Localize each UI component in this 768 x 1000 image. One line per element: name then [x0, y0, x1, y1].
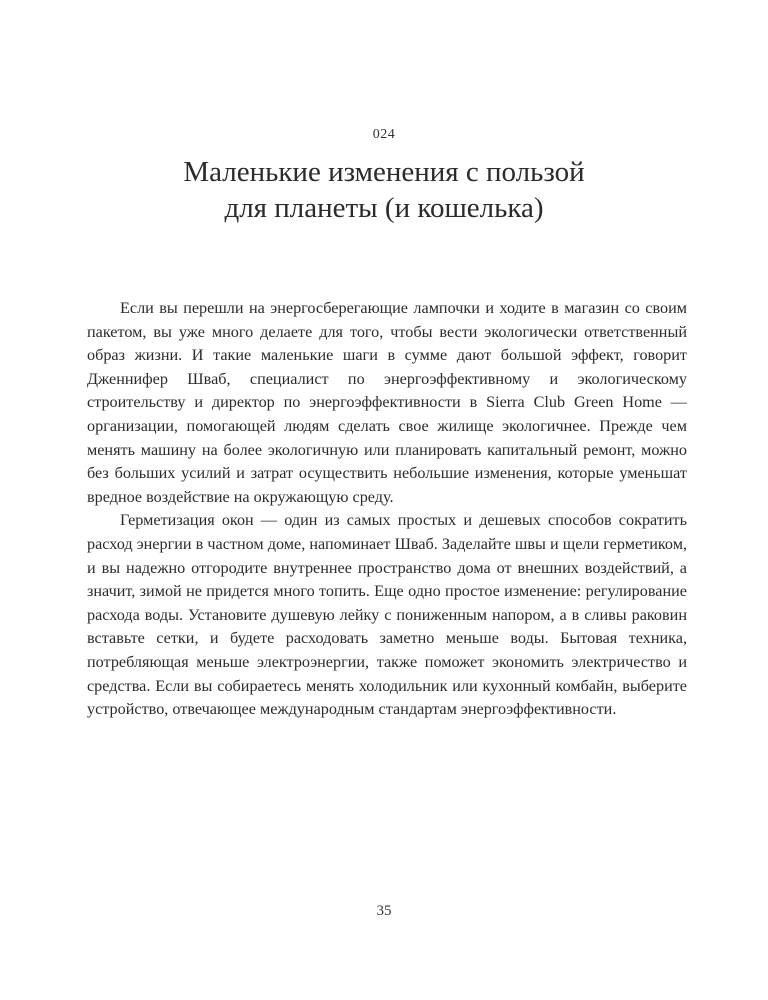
- chapter-title-line-2: для планеты (и кошелька): [224, 192, 544, 224]
- paragraph-2: Герметизация окон — один из самых простых и дешевых способов сократить расход энергии в частном доме, напоминает Шваб. Заделайте швы и щели герметиком, и вы надежно отгородите внутреннее пространство дома от внешних воздействий, а значит, зимой не придется много топить. Еще одно простое изменение: регулирование расхода воды. Установите душевую лейку с пониженным напором, а в сливы раковин вставьте сетки, и будете расходовать заметно меньше воды. Бытовая техника, потребляющая меньше электроэнергии, также поможет экономить электричество и средства. Если вы собираетесь менять холодильник или кухонный комбайн, выберите устройство, отвечающее международным стандартам энергоэффективности.: [87, 511, 687, 719]
- section-number: 024: [372, 127, 396, 142]
- page-number: 35: [376, 903, 392, 919]
- chapter-title-line-1: Маленькие изменения с пользой: [183, 156, 585, 188]
- paragraph-1: Если вы перешли на энергосберегающие лампочки и ходите в магазин со своим пакетом, вы уже много делаете для того, чтобы вести экологически ответственный образ жизни. И такие маленькие шаги в сумме дают большой эффект, говорит Дженнифер Шваб, специалист по энергоэффективному и экологическому строительству и директор по энергоэффективности в Sierra Club Green Home — организации, помогающей людям сделать свое жилище экологичнее. Прежде чем менять машину на более экологичную или планировать капитальный ремонт, можно без больших усилий и затрат осуществить небольшие изменения, которые уменьшат вредное воздействие на окружающую среду.: [87, 299, 687, 506]
- body-text: [87, 297, 687, 722]
- chapter-title: [0, 154, 768, 226]
